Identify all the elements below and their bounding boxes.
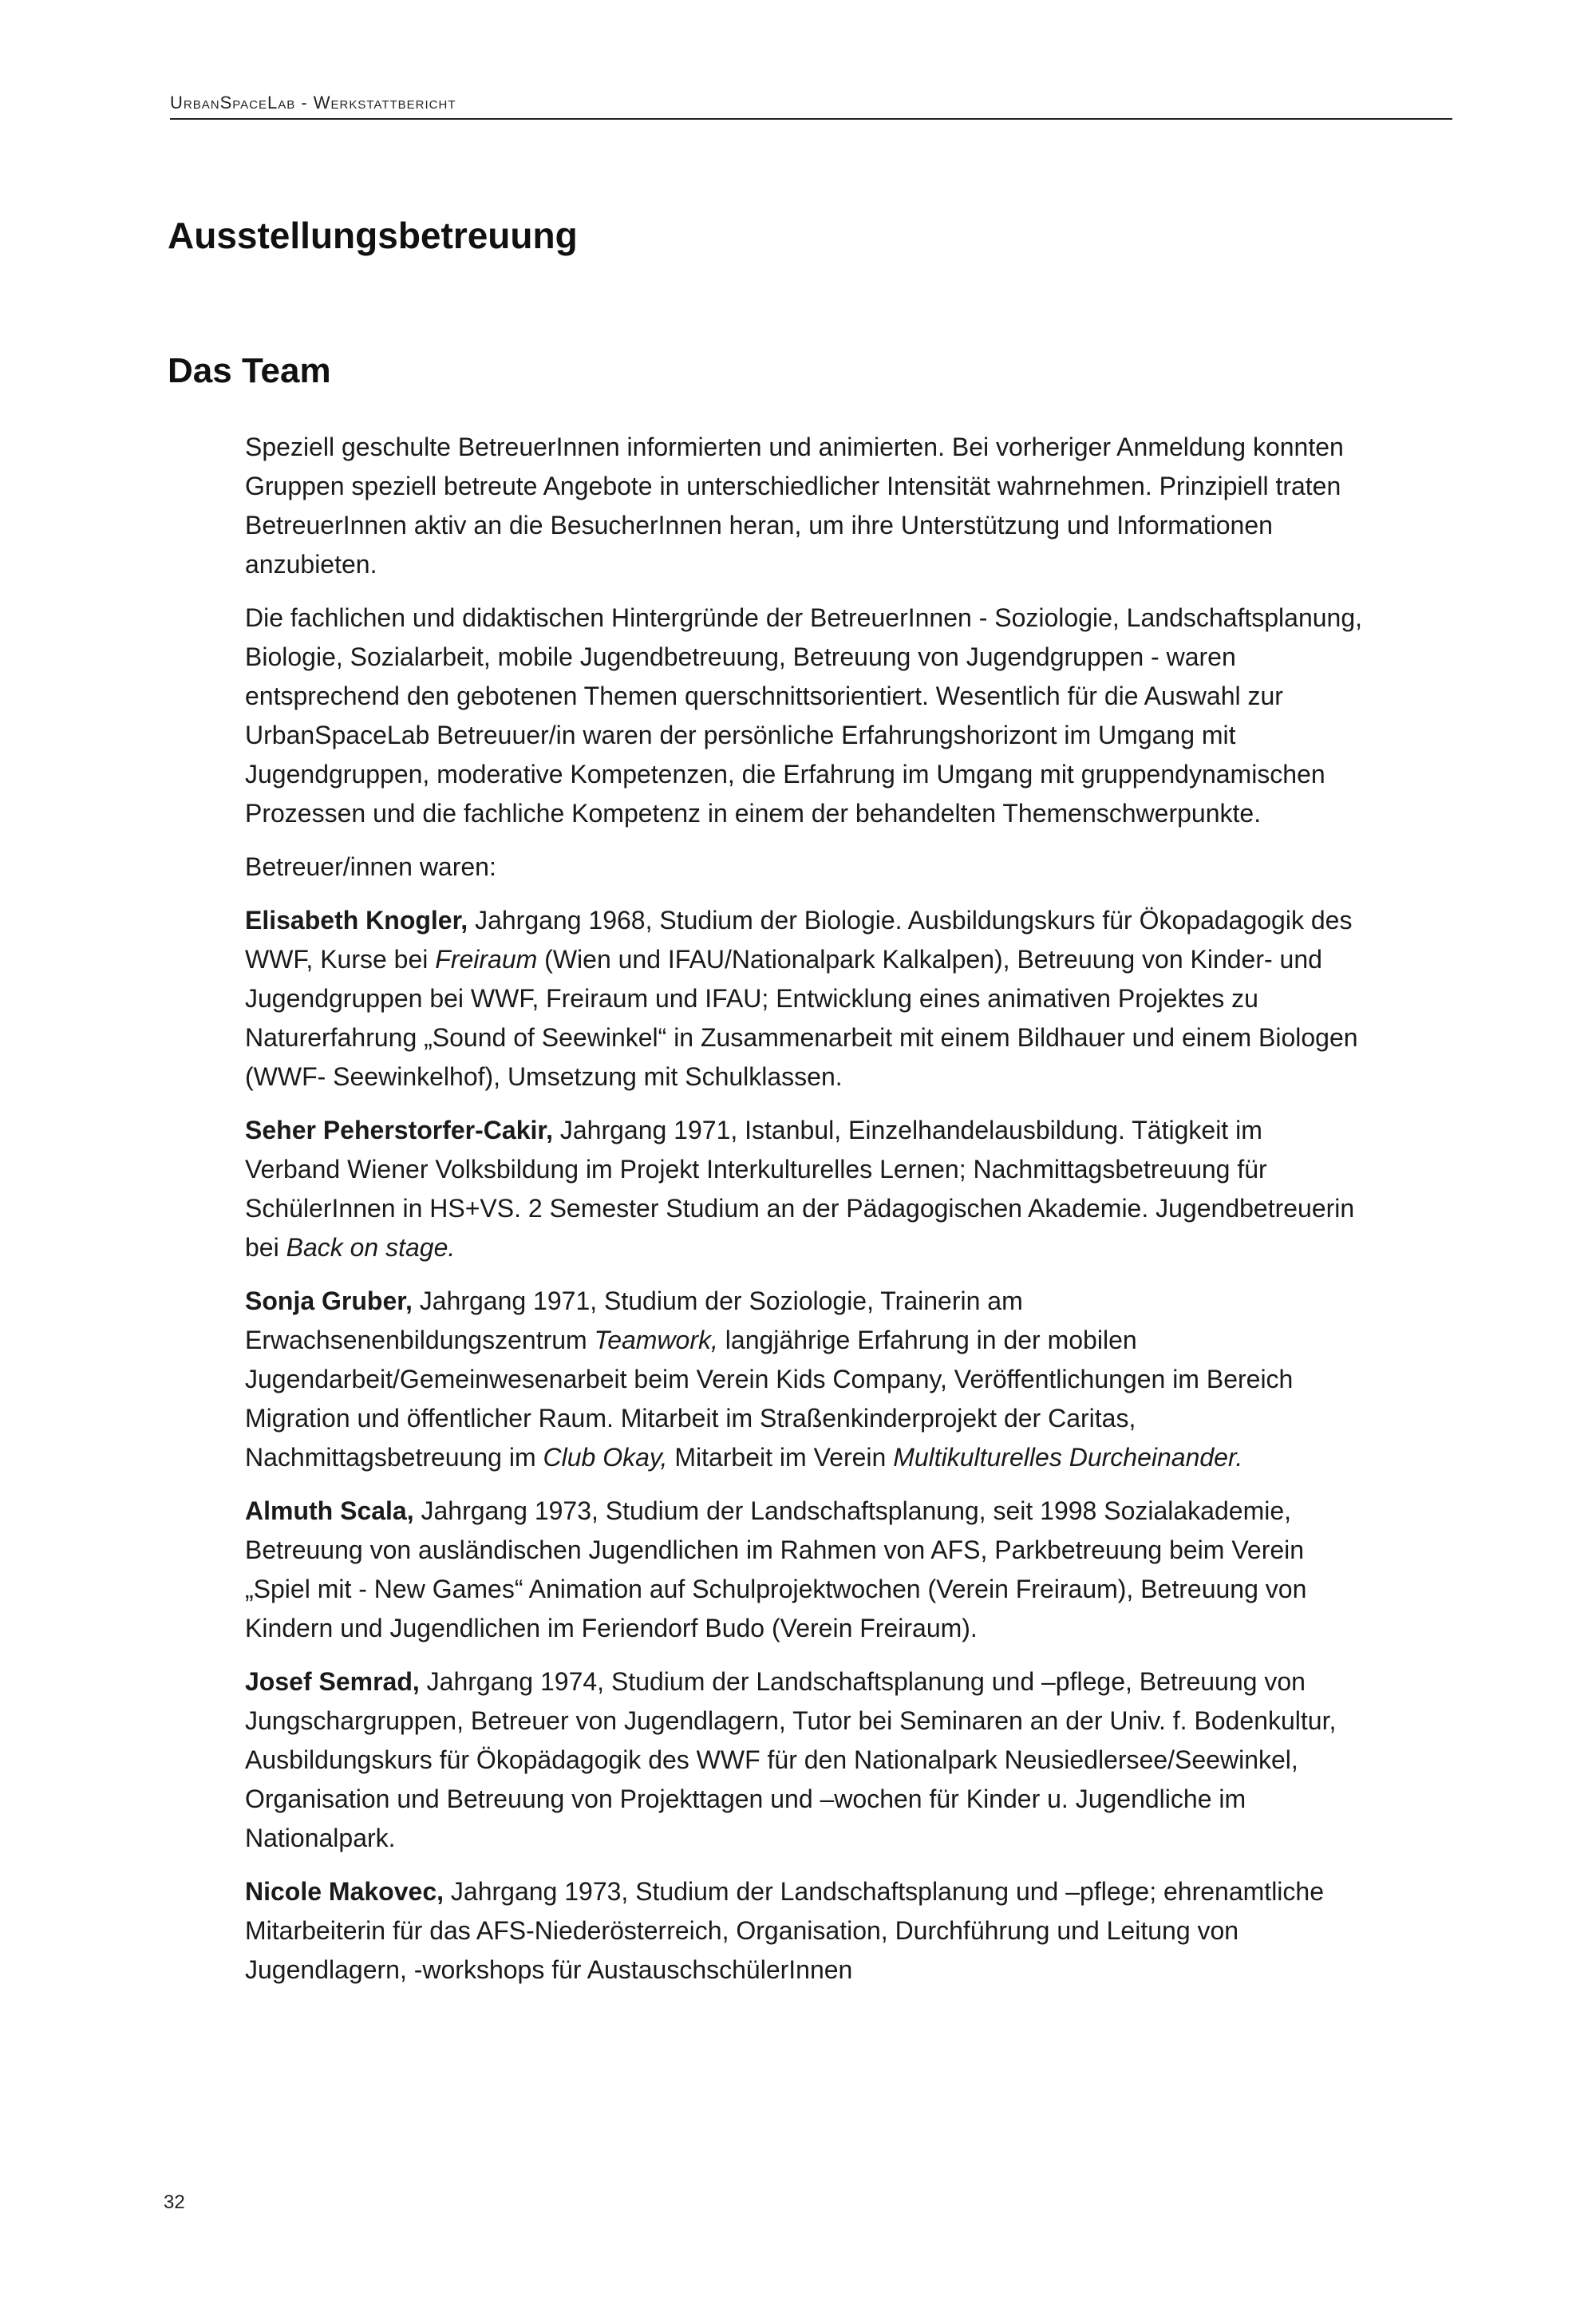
team-member-knogler: Elisabeth Knogler, Jahrgang 1968, Studium der Biologie. Ausbildungskurs für Ökopadagogik des WWF, Kurse bei Freiraum (Wien und IFAU/Nationalpark Kalkalpen), Betreuung von Kinder- und Jugendgruppen bei WWF, Freiraum und IFAU; Entwicklung eines animativen Projektes zu Naturerfahrung „Sound of Seewinkel“ in Zusammenarbeit mit einem Bildhauer und einem Biologen (WWF- Seewinkelhof), Umsetzung mit Schulklassen. — [245, 906, 1358, 1091]
team-list-intro: Betreuer/innen waren: — [245, 852, 496, 881]
team-member-gruber: Sonja Gruber, Jahrgang 1971, Studium der Soziologie, Trainerin am Erwachsenenbildungszentrum Teamwork, langjährige Erfahrung in der mobilen Jugendarbeit/Gemeinwesenarbeit beim Verein Kids Company, Veröffentlichungen im Bereich Migration und öffentlicher Raum. Mitarbeit im Straßenkinderprojekt der Caritas, Nachmittagsbetreuung im Club Okay, Mitarbeit im Verein Multikulturelles Durcheinander. — [245, 1286, 1294, 1472]
member-name: Nicole Makovec, — [245, 1877, 444, 1906]
intro-paragraph-2: Die fachlichen und didaktischen Hintergründe der BetreuerInnen - Soziologie, Landschaftsplanung, Biologie, Sozialarbeit, mobile Jugendbetreuung, Betreuung von Jugendgruppen - waren entsprechend den gebotenen Themen querschnittsorientiert. Wesentlich für die Auswahl zur UrbanSpaceLab Betreuuer/in waren der persönliche Erfahrungshorizont im Umgang mit Jugendgruppen, moderative Kompetenzen, die Erfahrung im Umgang mit gruppendynamischen Prozessen und die fachliche Kompetenz in einem der behandelten Themenschwerpunkte. — [245, 603, 1363, 828]
member-name: Almuth Scala, — [245, 1496, 414, 1525]
member-name: Seher Peherstorfer-Cakir, — [245, 1116, 553, 1144]
member-name: Sonja Gruber, — [245, 1286, 413, 1315]
page-title: Ausstellungsbetreuung — [168, 215, 578, 256]
section-heading: Das Team — [168, 351, 331, 390]
member-name: Elisabeth Knogler, — [245, 906, 468, 935]
team-member-peherstorfer-cakir: Seher Peherstorfer-Cakir, Jahrgang 1971, Istanbul, Einzelhandelausbildung. Tätigkeit im Verband Wiener Volksbildung im Projekt Interkulturelles Lernen; Nachmittagsbetreuung für SchülerInnen in HS+VS. 2 Semester Studium an der Pädagogischen Akademie. Jugendbetreuerin bei Back on stage. — [245, 1116, 1355, 1262]
team-member-makovec: Nicole Makovec, Jahrgang 1973, Studium der Landschaftsplanung und –pflege; ehrenamtliche Mitarbeiterin für das AFS-Niederösterreich, Organisation, Durchführung und Leitung von Jugendlagern, -workshops für AustauschschülerInnen — [245, 1877, 1324, 1984]
running-header-text: UrbanSpaceLab - Werkstattbericht — [170, 93, 456, 113]
body-text — [245, 428, 1362, 2004]
team-member-scala: Almuth Scala, Jahrgang 1973, Studium der Landschaftsplanung, seit 1998 Sozialakademie, Betreuung von ausländischen Jugendlichen im Rahmen von AFS, Parkbetreuung beim Verein „Spiel mit - New Games“ Animation auf Schulprojektwochen (Verein Freiraum), Betreuung von Kindern und Jugendlichen im Feriendorf Budo (Verein Freiraum). — [245, 1496, 1307, 1642]
intro-paragraph-1: Speziell geschulte BetreuerInnen informierten und animierten. Bei vorheriger Anmeldung konnten Gruppen speziell betreute Angebote in unterschiedlicher Intensität wahrnehmen. Prinzipiell traten BetreuerInnen aktiv an die BesucherInnen heran, um ihre Unterstützung und Informationen anzubieten. — [245, 433, 1344, 579]
member-name: Josef Semrad, — [245, 1667, 420, 1696]
page-number: 32 — [164, 2192, 185, 2213]
running-header — [170, 93, 1452, 120]
team-member-semrad: Josef Semrad, Jahrgang 1974, Studium der Landschaftsplanung und –pflege, Betreuung von Jungschargruppen, Betreuer von Jugendlagern, Tutor bei Seminaren an der Univ. f. Bodenkultur, Ausbildungskurs für Ökopädagogik des WWF für den Nationalpark Neusiedlersee/Seewinkel, Organisation und Betreuung von Projekttagen und –wochen für Kinder u. Jugendliche im Nationalpark. — [245, 1667, 1337, 1852]
